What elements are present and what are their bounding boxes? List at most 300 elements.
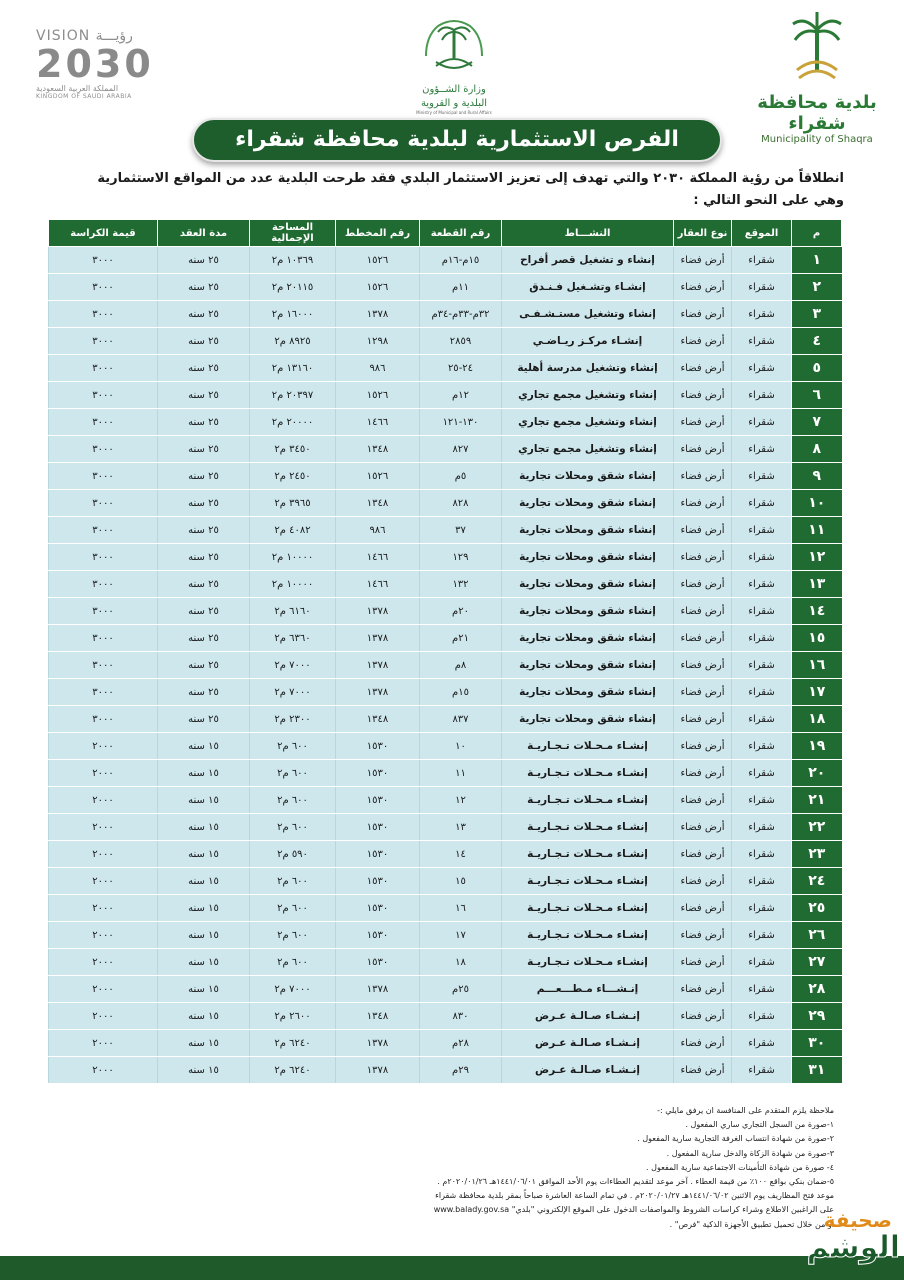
row-number-cell: ٢١ [792,787,842,814]
table-cell: ٣٠٠٠ [49,382,158,409]
table-cell: ٢٥ سنه [158,571,250,598]
table-cell: ٣٠٠٠ [49,571,158,598]
palm-swords-emblem-icon [418,16,490,78]
row-number-cell: ٦ [792,382,842,409]
table-cell: إنـشـــاء مـطـــعـــم [502,976,674,1003]
table-cell: ٢٠٠٠ [49,1030,158,1057]
table-cell: ٣٠٠٠ [49,409,158,436]
table-cell: ١٥ سنه [158,841,250,868]
table-cell: شقراء [732,490,792,517]
table-cell: ١٠٠٠٠ م٢ [250,544,336,571]
table-cell: شقراء [732,517,792,544]
table-cell: شقراء [732,274,792,301]
table-cell: ٨٣٠ [420,1003,502,1030]
row-number-cell: ١٩ [792,733,842,760]
table-header-row [49,220,842,247]
intro-line2: وهي على النحو التالي : [693,193,844,208]
table-cell: ٣٠٠٠ [49,679,158,706]
table-cell: شقراء [732,1057,792,1084]
table-cell: إنشـاء مـحـلات تـجـاريـة [502,868,674,895]
row-number-cell: ٢٩ [792,1003,842,1030]
table-cell: ١١م [420,274,502,301]
table-cell: ١٥ سنه [158,1057,250,1084]
table-cell: إنشاء و تشغيل قصر أفراح [502,247,674,274]
municipality-name-ar: بلدية محافظة شقراء [757,92,877,134]
row-number-cell: ٢٣ [792,841,842,868]
table-cell: ٨م [420,652,502,679]
table-cell: شقراء [732,247,792,274]
table-row [49,1003,842,1030]
row-number-cell: ٩ [792,463,842,490]
table-cell: إنشاء وتشغيل مستـشـفـى [502,301,674,328]
table-cell: أرض فضاء [674,679,732,706]
table-cell: ١٥ سنه [158,868,250,895]
table-cell: ٢٥ سنه [158,625,250,652]
intro-line1: انطلاقاً من رؤية المملكة ٢٠٣٠ والتي تهدف إلى تعزيز الاستثمار البلدي فقد طرحت البلدية عدد من المواقع الاستثمارية [97,171,844,186]
table-cell: ٩٨٦ [336,517,420,544]
table-cell: إنشـاء مـحـلات تـجـاريـة [502,787,674,814]
table-cell: ٦٠٠ م٢ [250,760,336,787]
table-cell: ١٥٣٠ [336,760,420,787]
table-cell: ٢٥ سنه [158,652,250,679]
table-cell: ١٣٧٨ [336,679,420,706]
table-header-cell: المساحة الإجمالية [250,220,336,247]
table-row [49,382,842,409]
table-cell: شقراء [732,328,792,355]
table-cell: إنشـاء وتشـغيل فـنـدق [502,274,674,301]
table-cell: إنشـاء مـحـلات تـجـاريـة [502,841,674,868]
table-cell: إنشاء شقق ومحلات تجارية [502,517,674,544]
row-number-cell: ١٦ [792,652,842,679]
table-cell: ٥٩٠ م٢ [250,841,336,868]
table-cell: ٢١م [420,625,502,652]
row-number-cell: ٨ [792,436,842,463]
table-cell: شقراء [732,382,792,409]
table-row [49,598,842,625]
table-cell: إنشاء وتشغيل مجمع تجاري [502,382,674,409]
table-cell: أرض فضاء [674,1057,732,1084]
watermark-logo [778,1208,900,1278]
table-cell: شقراء [732,652,792,679]
row-number-cell: ٢٤ [792,868,842,895]
row-number-cell: ٢٠ [792,760,842,787]
table-cell: ١٣٤٨ [336,1003,420,1030]
table-cell: ٥م [420,463,502,490]
table-cell: ١٢٩٨ [336,328,420,355]
table-cell: ٢٠٠٠ [49,1057,158,1084]
table-cell: ١٢م [420,382,502,409]
table-cell: ١٥م-١٦م [420,247,502,274]
table-cell: ٣٠٠٠ [49,247,158,274]
row-number-cell: ٤ [792,328,842,355]
table-cell: أرض فضاء [674,868,732,895]
table-cell: ١٥٣٠ [336,895,420,922]
vision-logo-year: 2030 [36,42,154,86]
table-cell: شقراء [732,436,792,463]
watermark-line2: الوشم [806,1230,900,1265]
table-cell: ٢٠٠٠ [49,949,158,976]
table-cell: إنشاء شقق ومحلات تجارية [502,679,674,706]
municipality-name-en: Municipality of Shaqra [761,134,873,145]
table-header-cell: مدة العقد [158,220,250,247]
table-cell: شقراء [732,922,792,949]
table-cell: ٨٢٧ [420,436,502,463]
row-number-cell: ٢٥ [792,895,842,922]
table-cell: ٣٠٠٠ [49,328,158,355]
table-cell: شقراء [732,1003,792,1030]
table-cell: ١٤ [420,841,502,868]
table-cell: ٣٤٥٠ م٢ [250,436,336,463]
table-cell: ٢٤٥٠ م٢ [250,463,336,490]
table-cell: ١٣٧٨ [336,598,420,625]
table-cell: ٢٠٠٠ [49,922,158,949]
table-cell: ١٣٧٨ [336,976,420,1003]
table-cell: ١٥٣٠ [336,868,420,895]
table-header-cell: نوع العقار [674,220,732,247]
table-cell: إنشـاء مـحـلات تـجـاريـة [502,949,674,976]
table-row [49,814,842,841]
ministry-name-en: Ministry of Municipal and Rural Affairs [416,110,492,115]
table-body [49,247,842,1084]
table-row [49,922,842,949]
table-cell: ٢٥ سنه [158,706,250,733]
table-cell: ٢٥ سنه [158,598,250,625]
table-cell: ٢٠١١٥ م٢ [250,274,336,301]
table-cell: ٢٥م [420,976,502,1003]
table-row [49,733,842,760]
table-cell: ١٥٣٠ [336,922,420,949]
ministry-name-line2: البلدية و القروية [420,98,488,109]
note-line: أو من خلال تحميل تطبيق الأجهزة الذكية "فرص" . [669,1219,834,1229]
table-cell: إنشاء شقق ومحلات تجارية [502,463,674,490]
table-row [49,976,842,1003]
table-cell: ١٥ سنه [158,787,250,814]
table-cell: شقراء [732,301,792,328]
table-cell: أرض فضاء [674,895,732,922]
page-title: الفرص الاستثمارية لبلدية محافظة شقراء [192,118,722,162]
table-cell: ١٨ [420,949,502,976]
table-cell: ٣٩٦٥ م٢ [250,490,336,517]
table-row [49,571,842,598]
row-number-cell: ١١ [792,517,842,544]
table-cell: ٦٢٤٠ م٢ [250,1057,336,1084]
table-cell: ٢٥ سنه [158,517,250,544]
table-cell: شقراء [732,787,792,814]
vision-logo-line3: المملكة العربية السعودية [36,84,119,93]
table-cell: ١٦٠٠٠ م٢ [250,301,336,328]
table-cell: أرض فضاء [674,490,732,517]
table-cell: أرض فضاء [674,1030,732,1057]
table-cell: ١٠٠٠٠ م٢ [250,571,336,598]
row-number-cell: ٣١ [792,1057,842,1084]
table-cell: ١٠ [420,733,502,760]
row-number-cell: ٢٦ [792,922,842,949]
table-cell: ١٥٣٠ [336,841,420,868]
table-cell: أرض فضاء [674,949,732,976]
table-cell: ١٣٤٨ [336,490,420,517]
table-cell: ٧٠٠٠ م٢ [250,679,336,706]
table-cell: شقراء [732,868,792,895]
table-row [49,841,842,868]
table-cell: ٣٧ [420,517,502,544]
table-cell: ١٥ [420,868,502,895]
table-cell: ١٥ سنه [158,922,250,949]
table-cell: ٢٠م [420,598,502,625]
table-cell: ٢٥ سنه [158,436,250,463]
table-cell: ٣٠٠٠ [49,355,158,382]
table-cell: أرض فضاء [674,787,732,814]
note-line: موعد فتح المظاريف يوم الاثنين ١٤٤١/٠٦/٠٢هـ ٢٠٢٠/٠١/٢٧م . في تمام الساعة العاشرة صباحاً بمقر بلدية محافظة شقراء [435,1191,834,1201]
table-cell: ٢٥ سنه [158,274,250,301]
table-cell: ٢٠٠٠ [49,895,158,922]
table-cell: أرض فضاء [674,517,732,544]
table-row [49,1057,842,1084]
table-cell: ٢٥ سنه [158,679,250,706]
table-cell: ١١ [420,760,502,787]
table-cell: ٢٠٠٠ [49,868,158,895]
row-number-cell: ٣٠ [792,1030,842,1057]
table-cell: ٨٩٢٥ م٢ [250,328,336,355]
table-row [49,301,842,328]
table-cell: ٢٥ سنه [158,409,250,436]
row-number-cell: ١ [792,247,842,274]
table-cell: إنشاء شقق ومحلات تجارية [502,706,674,733]
table-cell: أرض فضاء [674,355,732,382]
table-cell: ١٤٦٦ [336,409,420,436]
table-cell: إنشـاء مـحـلات تـجـاريـة [502,895,674,922]
table-cell: ٢٨م [420,1030,502,1057]
table-cell: ١٢٩ [420,544,502,571]
table-row [49,949,842,976]
table-cell: ٢٥ سنه [158,301,250,328]
table-cell: ٢٠٠٠ [49,814,158,841]
table-cell: أرض فضاء [674,409,732,436]
table-cell: ١٣٧٨ [336,652,420,679]
table-header-cell: قيمة الكراسة [49,220,158,247]
table-cell: إنشاء شقق ومحلات تجارية [502,544,674,571]
note-line: ٣-صورة من شهادة الزكاة والدخل سارية المفعول . [666,1148,834,1158]
table-cell: شقراء [732,598,792,625]
table-cell: ٣٠٠٠ [49,625,158,652]
table-cell: ٦٠٠ م٢ [250,949,336,976]
table-cell: أرض فضاء [674,976,732,1003]
table-cell: شقراء [732,841,792,868]
table-cell: ١٢ [420,787,502,814]
table-row [49,868,842,895]
table-cell: شقراء [732,706,792,733]
table-cell: شقراء [732,625,792,652]
table-cell: ١٣٤٨ [336,706,420,733]
table-cell: أرض فضاء [674,922,732,949]
table-cell: ١٦ [420,895,502,922]
note-line: ١-صورة من السجل التجاري ساري المفعول . [685,1120,834,1130]
note-line: ٤- صورة من شهادة التأمينات الاجتماعية سارية المفعول . [646,1162,834,1172]
table-cell: ٤٠٨٢ م٢ [250,517,336,544]
table-cell: إنشـاء مـحـلات تـجـاريـة [502,733,674,760]
palm-tree-icon [787,10,847,86]
vision-logo-line4: KINGDOM OF SAUDI ARABIA [36,93,132,100]
table-cell: ٢٥ سنه [158,328,250,355]
table-header-cell: رقم المخطط [336,220,420,247]
table-cell: ٢٥ سنه [158,490,250,517]
table-cell: إنشاء شقق ومحلات تجارية [502,571,674,598]
table-cell: ١٥٣٠ [336,787,420,814]
note-line: ٢-صورة من شهادة انتساب الغرفة التجارية سارية المفعول . [637,1134,834,1144]
table-row [49,895,842,922]
table-cell: ٦٠٠ م٢ [250,868,336,895]
vision-logo-line1: VISION رؤيـــة [36,28,133,44]
table-cell: ٢٠٠٠ [49,976,158,1003]
table-cell: إنشـاء مـحـلات تـجـاريـة [502,814,674,841]
table-header-cell: رقم القطعة [420,220,502,247]
table-cell: إنشاء وتشغيل مدرسة أهلية [502,355,674,382]
table-cell: ١٥ سنه [158,976,250,1003]
table-cell: أرض فضاء [674,841,732,868]
table-row [49,436,842,463]
table-cell: ١٥ سنه [158,1003,250,1030]
note-line: ملاحظة يلزم المتقدم على المنافسة ان يرفق مايلي :- [657,1106,834,1115]
table-cell: أرض فضاء [674,301,732,328]
table-cell: إنـشـاء صـالـة عـرض [502,1030,674,1057]
table-cell: أرض فضاء [674,733,732,760]
table-cell: شقراء [732,571,792,598]
table-cell: شقراء [732,679,792,706]
table-cell: شقراء [732,544,792,571]
table-row [49,679,842,706]
note-line: ٥-ضمان بنكي بواقع ١٠٠٪ من قيمة العطاء . آخر موعد لتقديم العطاءات يوم الأحد الموافق ١٤٤١/٠٦/٠١هـ ٢٠٢٠/٠١/٢٦م . [437,1177,834,1187]
table-cell: ١٥م [420,679,502,706]
table-cell: ٩٨٦ [336,355,420,382]
table-cell: ٧٠٠٠ م٢ [250,976,336,1003]
table-cell: ١٣٢ [420,571,502,598]
table-cell: شقراء [732,1030,792,1057]
table-cell: ٣٠٠٠ [49,652,158,679]
table-cell: إنشـاء مركـز ريـاضـي [502,328,674,355]
table-cell: ٢٥ سنه [158,355,250,382]
table-row [49,490,842,517]
table-row [49,274,842,301]
table-cell: ١٥٣٠ [336,733,420,760]
row-number-cell: ٣ [792,301,842,328]
table-cell: ٦٠٠ م٢ [250,733,336,760]
table-cell: ٢٠٠٠ [49,733,158,760]
table-cell: ٦٢٤٠ م٢ [250,1030,336,1057]
table-cell: شقراء [732,733,792,760]
table-cell: ١٣٧٨ [336,625,420,652]
table-cell: ١٤٦٦ [336,544,420,571]
row-number-cell: ١٠ [792,490,842,517]
table-cell: ٢٠٣٩٧ م٢ [250,382,336,409]
table-cell: ١٥ سنه [158,895,250,922]
ministry-logo [412,16,496,115]
table-cell: أرض فضاء [674,247,732,274]
table-cell: ٣٠٠٠ [49,490,158,517]
table-cell: ١٥ سنه [158,814,250,841]
table-row [49,463,842,490]
table-row [49,328,842,355]
table-row [49,625,842,652]
table-cell: ٣٠٠٠ [49,544,158,571]
table-cell: ٨٣٧ [420,706,502,733]
table-cell: شقراء [732,814,792,841]
table-cell: ٨٢٨ [420,490,502,517]
table-cell: ٦٠٠ م٢ [250,922,336,949]
table-cell: أرض فضاء [674,382,732,409]
footer-strip [0,1256,904,1280]
table-cell: ٢٥ سنه [158,247,250,274]
table-cell: شقراء [732,949,792,976]
table-cell: ٦٠٠ م٢ [250,895,336,922]
watermark-line1: صحيفة [823,1208,892,1232]
table-header-cell: م [792,220,842,247]
table-cell: شقراء [732,409,792,436]
table-cell: ٦٣٦٠ م٢ [250,625,336,652]
table-cell: ١٥٢٦ [336,382,420,409]
table-cell: ٢٥ سنه [158,463,250,490]
table-cell: ١٧ [420,922,502,949]
table-cell: أرض فضاء [674,436,732,463]
table-cell: إنشاء وتشغيل مجمع تجاري [502,436,674,463]
table-cell: أرض فضاء [674,1003,732,1030]
table-row [49,517,842,544]
table-row [49,760,842,787]
table-cell: ١٤٦٦ [336,571,420,598]
table-cell: ١٥ سنه [158,733,250,760]
table-cell: أرض فضاء [674,706,732,733]
table-cell: ٦١٦٠ م٢ [250,598,336,625]
row-number-cell: ١٤ [792,598,842,625]
table-cell: إنشاء وتشغيل مجمع تجاري [502,409,674,436]
table-cell: ١٥ سنه [158,760,250,787]
table-cell: ٦٠٠ م٢ [250,787,336,814]
table-row [49,409,842,436]
row-number-cell: ٢٨ [792,976,842,1003]
table-row [49,247,842,274]
row-number-cell: ١٨ [792,706,842,733]
table-cell: ٣٠٠٠ [49,436,158,463]
municipality-logo [752,10,882,145]
row-number-cell: ١٢ [792,544,842,571]
table-cell: ١٣١٦٠ م٢ [250,355,336,382]
table-cell: أرض فضاء [674,463,732,490]
table-cell: أرض فضاء [674,814,732,841]
table-cell: إنشـاء مـحـلات تـجـاريـة [502,922,674,949]
table-cell: ٣٠٠٠ [49,301,158,328]
table-cell: ١٣ [420,814,502,841]
table-cell: ٧٠٠٠ م٢ [250,652,336,679]
table-cell: شقراء [732,463,792,490]
row-number-cell: ٢ [792,274,842,301]
table-cell: ٣٠٠٠ [49,517,158,544]
table-cell: أرض فضاء [674,652,732,679]
table-row [49,544,842,571]
table-cell: ١٥ سنه [158,949,250,976]
table-cell: أرض فضاء [674,598,732,625]
table-cell: ٣٠٠٠ [49,598,158,625]
table-cell: ١٣٠-١٢١ [420,409,502,436]
table-cell: ٢٦٠٠ م٢ [250,1003,336,1030]
table-cell: ٢٠٠٠ [49,1003,158,1030]
table-cell: ١٣٧٨ [336,1030,420,1057]
table-cell: ١٠٣٦٩ م٢ [250,247,336,274]
table-cell: إنـشـاء صـالـة عـرض [502,1003,674,1030]
table-cell: ٦٠٠ م٢ [250,814,336,841]
table-cell: ٢٩م [420,1057,502,1084]
table-cell: ١٥٢٦ [336,463,420,490]
table-cell: ١٥٢٦ [336,274,420,301]
table-cell: ٢٥ سنه [158,382,250,409]
note-line: على الراغبين الاطلاع وشراء كراسات الشروط والمواصفات الدخول على الموقع الإلكتروني "بلدي" www.balady.gov.sa [433,1205,834,1215]
